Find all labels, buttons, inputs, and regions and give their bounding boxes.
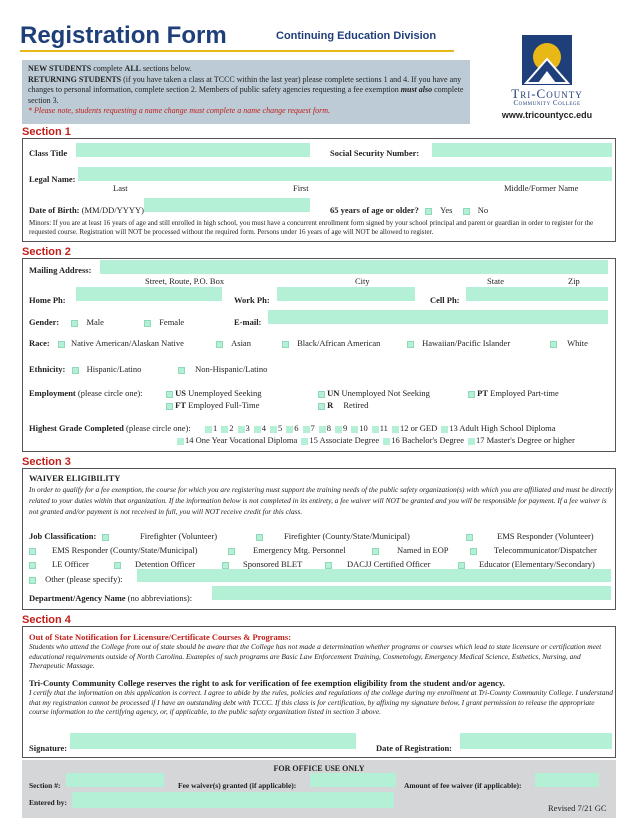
ret-must: must also <box>400 85 433 94</box>
middle-hint: Middle/Former Name <box>504 183 579 193</box>
grade-option-box[interactable] <box>205 426 212 433</box>
job-educator-checkbox[interactable] <box>458 562 465 569</box>
age65-no-checkbox[interactable] <box>463 208 470 215</box>
job-dacjj-checkbox[interactable] <box>325 562 332 569</box>
ret-end: complete section 3. <box>28 85 464 105</box>
emp-un[interactable]: UN Unemployed Not Seeking <box>318 388 430 398</box>
office-title: FOR OFFICE USE ONLY <box>273 764 365 773</box>
grade-option[interactable]: 16 Bachelor's Degree <box>391 435 464 445</box>
ret-label: RETURNING STUDENTS <box>28 74 122 84</box>
section-4-title: Section 4 <box>22 614 71 626</box>
job-other-label: Other (please specify): <box>45 574 123 584</box>
age65-yes-label: Yes <box>440 205 453 215</box>
home-ph-input[interactable] <box>76 287 222 301</box>
male-checkbox[interactable] <box>71 320 78 327</box>
grade-option-box[interactable] <box>335 426 342 433</box>
grade-option[interactable]: 2 <box>229 423 234 433</box>
dept-label: Department/Agency Name <box>29 593 126 603</box>
race-white-checkbox[interactable] <box>550 341 557 348</box>
grade-option-box[interactable] <box>270 426 277 433</box>
grade-option-box[interactable] <box>351 426 358 433</box>
grade-option[interactable]: 1 <box>213 423 218 433</box>
office-fee-input[interactable] <box>310 773 396 787</box>
job-detention-label: Detention Officer <box>135 559 196 569</box>
college-sub: Community College <box>513 99 581 107</box>
grade-option[interactable]: 6 <box>294 423 299 433</box>
grade-option[interactable]: 7 <box>310 423 315 433</box>
grade-option[interactable]: 17 Master's Degree or higher <box>476 435 575 445</box>
emp-r[interactable]: R Retired <box>318 400 368 410</box>
job-le-checkbox[interactable] <box>29 562 36 569</box>
grade-option[interactable]: 4 <box>261 423 266 433</box>
job-le-label: LE Officer <box>52 559 89 569</box>
grade-option[interactable]: 15 Associate Degree <box>309 435 380 445</box>
race-hawaiian-checkbox[interactable] <box>407 341 414 348</box>
grade-label: Highest Grade Completed <box>29 423 124 433</box>
section-1-title: Section 1 <box>22 126 71 138</box>
job-ems-vol-label: EMS Responder (Volunteer) <box>497 531 594 541</box>
office-section-input[interactable] <box>66 773 164 787</box>
age65-yes-checkbox[interactable] <box>425 208 432 215</box>
college-logo-icon <box>522 35 572 85</box>
office-amount-input[interactable] <box>535 773 599 787</box>
oos-title: Out of State Notification for Licensure/Certificate Courses & Programs: <box>29 632 292 642</box>
title-rule <box>20 50 454 52</box>
office-amount-label: Amount of fee waiver (if applicable): <box>404 781 522 790</box>
grade-option-box[interactable] <box>301 438 308 445</box>
mailing-label: Mailing Address: <box>29 265 92 275</box>
college-website[interactable]: www.tricountycc.edu <box>501 110 593 120</box>
job-eop-label: Named in EOP <box>397 545 449 555</box>
dept-input[interactable] <box>212 586 611 600</box>
state-hint: State <box>487 276 504 286</box>
grade-option-box[interactable] <box>441 426 448 433</box>
eth-hispanic-label: Hispanic/Latino <box>86 364 142 374</box>
grade-option[interactable]: 10 <box>359 423 368 433</box>
new-label: NEW STUDENTS <box>28 64 92 73</box>
legal-name-input[interactable] <box>78 167 612 181</box>
job-ems-county-checkbox[interactable] <box>29 548 36 555</box>
race-native-label: Native American/Alaskan Native <box>71 338 184 348</box>
work-ph-label: Work Ph: <box>234 295 270 305</box>
grade-option-box[interactable] <box>392 426 399 433</box>
intro-box <box>22 60 470 124</box>
job-eop-checkbox[interactable] <box>372 548 379 555</box>
grade-option-box[interactable] <box>221 426 228 433</box>
city-hint: City <box>355 276 370 286</box>
grade-option-box[interactable] <box>383 438 390 445</box>
job-label: Job Classification: <box>29 531 97 541</box>
job-ff-county-checkbox[interactable] <box>256 534 263 541</box>
grade-option-box[interactable] <box>286 426 293 433</box>
race-native-checkbox[interactable] <box>58 341 65 348</box>
grade-option[interactable]: 11 <box>379 423 388 433</box>
signature-label: Signature: <box>29 743 68 753</box>
job-blet-checkbox[interactable] <box>222 562 229 569</box>
age65-no-label: No <box>477 205 489 215</box>
race-asian-checkbox[interactable] <box>216 341 223 348</box>
job-ems-vol-checkbox[interactable] <box>466 534 473 541</box>
race-label: Race: <box>29 338 50 348</box>
new-rest: sections below. <box>143 64 192 73</box>
office-entered-label: Entered by: <box>29 798 67 807</box>
gender-label: Gender: <box>29 317 60 327</box>
race-black-label: Black/African American <box>297 338 381 348</box>
intro-note: * Please note, students requesting a name change must complete a name change request form. <box>28 106 331 115</box>
job-ff-county-label: Firefighter (County/State/Municipal) <box>284 531 410 541</box>
race-asian-label: Asian <box>231 338 251 348</box>
revised-label: Revised 7/21 GC <box>548 803 607 813</box>
section-3-title: Section 3 <box>22 456 71 468</box>
emp-us[interactable]: US Unemployed Seeking <box>166 388 262 398</box>
class-title-label: Class Title <box>29 148 68 158</box>
first-hint: First <box>293 183 309 193</box>
job-telecom-label: Telecommunicator/Dispatcher <box>494 545 597 555</box>
home-ph-label: Home Ph: <box>29 295 66 305</box>
dob-format: (MM/DD/YYYY) <box>81 205 144 215</box>
eth-nonhispanic-label: Non-Hispanic/Latino <box>195 364 268 374</box>
race-black-checkbox[interactable] <box>282 341 289 348</box>
job-educator-label: Educator (Elementary/Secondary) <box>479 559 595 569</box>
reserve-title: Tri-County Community College reserves the right to ask for verification of fee exemption eligibility from the student and/or agency. <box>29 678 505 688</box>
ret-text: (if you have taken a class at TCCC within the last year) please complete sections 1 and 4. If you have any changes to personal information, complete section 2. Members of public safety agencies requesting a fee exemption <box>28 74 462 94</box>
grade-option-box[interactable] <box>372 426 379 433</box>
job-ff-vol-label: Firefighter (Volunteer) <box>140 531 218 541</box>
email-input[interactable] <box>268 310 608 324</box>
grade-option[interactable]: 5 <box>278 423 283 433</box>
male-label: Male <box>86 317 104 327</box>
grade-option[interactable]: 13 Adult High School Diploma <box>449 423 556 433</box>
ssn-input[interactable] <box>432 143 612 157</box>
zip-hint: Zip <box>568 276 580 286</box>
waiver-title: WAIVER ELIGIBILITY <box>29 473 121 483</box>
waiver-text: In order to qualify for a fee exemption, the course for which you are registering must support the training needs of the public safety organization(s) with which you are affiliated and must be directly related to your duties within that organization. If the information below is not completed in its entirety, a fee waiver will NOT be granted and you will be responsible for payment. If a fee waiver is not granted and/or payment is not received in full, you will NOT receive credit for this class. <box>29 485 613 516</box>
class-title-input[interactable] <box>76 143 310 157</box>
last-hint: Last <box>113 183 128 193</box>
emp-pt[interactable]: PT Employed Part-time <box>468 388 559 398</box>
grade-option-box[interactable] <box>319 426 326 433</box>
minors-note: Minors: If you are at least 16 years of age and still enrolled in high school, you must have a concurrent enrollment form signed by your school principal and parent or guardian in order to register for the requested course. Registration will NOT be processed without the required form. Persons under 16 years of age will NOT be allowed to register. <box>29 219 594 236</box>
grade-option-box[interactable] <box>468 438 475 445</box>
race-hawaiian-label: Hawaiian/Pacific Islander <box>422 338 511 348</box>
legal-name-label: Legal Name: <box>29 174 76 184</box>
signature-input[interactable] <box>70 733 356 749</box>
grade-option-box[interactable] <box>177 438 184 445</box>
college-name: Tri-County <box>511 86 583 101</box>
dept-hint: (no abbreviations): <box>127 593 193 603</box>
grade-option-box[interactable] <box>254 426 261 433</box>
grade-option[interactable]: 8 <box>326 423 331 433</box>
female-label: Female <box>159 317 185 327</box>
grade-option-box[interactable] <box>303 426 310 433</box>
work-ph-input[interactable] <box>277 287 415 301</box>
dob-label: Date of Birth: <box>29 205 80 215</box>
email-label: E-mail: <box>234 317 262 327</box>
ethnicity-label: Ethnicity: <box>29 364 66 374</box>
grade-option[interactable]: 14 One Year Vocational Diploma <box>185 435 298 445</box>
grade-option[interactable]: 12 or GED <box>399 423 438 433</box>
eth-hispanic-checkbox[interactable] <box>72 367 79 374</box>
employment-hint: (please circle one): <box>77 388 143 398</box>
emp-ft[interactable]: FT Employed Full-Time <box>166 400 259 410</box>
street-hint: Street, Route, P.O. Box <box>145 276 225 286</box>
grade-option[interactable]: 3 <box>245 423 250 433</box>
dob-input[interactable] <box>144 198 310 212</box>
mailing-input[interactable] <box>100 260 608 274</box>
job-dacjj-label: DACJJ Certified Officer <box>347 559 431 569</box>
employment-label: Employment <box>29 388 76 398</box>
grade-option-box[interactable] <box>238 426 245 433</box>
age65-label: 65 years of age or older? <box>330 205 419 215</box>
office-entered-input[interactable] <box>72 792 394 808</box>
grade-hint: (please circle one): <box>126 423 191 433</box>
eth-nonhispanic-checkbox[interactable] <box>178 367 185 374</box>
job-ems-county-label: EMS Responder (County/State/Municipal) <box>52 545 198 555</box>
new-text: complete <box>93 64 123 73</box>
date-reg-input[interactable] <box>460 733 612 749</box>
job-telecom-checkbox[interactable] <box>470 548 477 555</box>
job-other-input[interactable] <box>137 569 611 582</box>
grade-options-row-1 <box>204 423 559 433</box>
division-title: Continuing Education Division <box>276 30 437 42</box>
office-fee-label: Fee waiver(s) granted (if applicable): <box>178 781 297 790</box>
office-section-label: Section #: <box>29 781 61 790</box>
cell-ph-label: Cell Ph: <box>430 295 460 305</box>
section-2-title: Section 2 <box>22 246 71 258</box>
job-other-checkbox[interactable] <box>29 577 36 584</box>
job-blet-label: Sponsored BLET <box>243 559 303 569</box>
job-ff-vol-checkbox[interactable] <box>102 534 109 541</box>
grade-option[interactable]: 9 <box>343 423 348 433</box>
female-checkbox[interactable] <box>144 320 151 327</box>
date-reg-label: Date of Registration: <box>376 743 453 753</box>
race-white-label: White <box>567 338 588 348</box>
form-title: Registration Form <box>20 22 227 49</box>
cell-ph-input[interactable] <box>466 287 608 301</box>
grade-options-row-2 <box>176 435 578 445</box>
job-emergency-label: Emergency Mtg. Personnel <box>253 545 346 555</box>
job-detention-checkbox[interactable] <box>114 562 121 569</box>
oos-text: Students who attend the College from out of state should be aware that the College has not made a determination whether programs or courses which lead to state licensure or certification meet educational requirements outside of North Carolina. Examples of such programs are Basic Law Enforcement Training, Cosmetology, Emergency Medical Science, Esthetics, Nursing, and Therapeutic Massage. <box>29 642 602 670</box>
reserve-text: I certify that the information on this application is correct. I agree to abide by the rules, policies and regulations of the college during my enrollment at Tri-County Community College. I understand that my registration cannot be processed if I have an outstanding debt with TCCC. If this class is for certification, by affixing my signature below, I grant permission to release the appropriate course information to the certifying agency, or, if applicable, to the public safety organization listed in section 3 above. <box>29 688 613 716</box>
new-all: ALL <box>124 64 141 73</box>
job-emergency-checkbox[interactable] <box>228 548 235 555</box>
ssn-label: Social Security Number: <box>330 148 420 158</box>
